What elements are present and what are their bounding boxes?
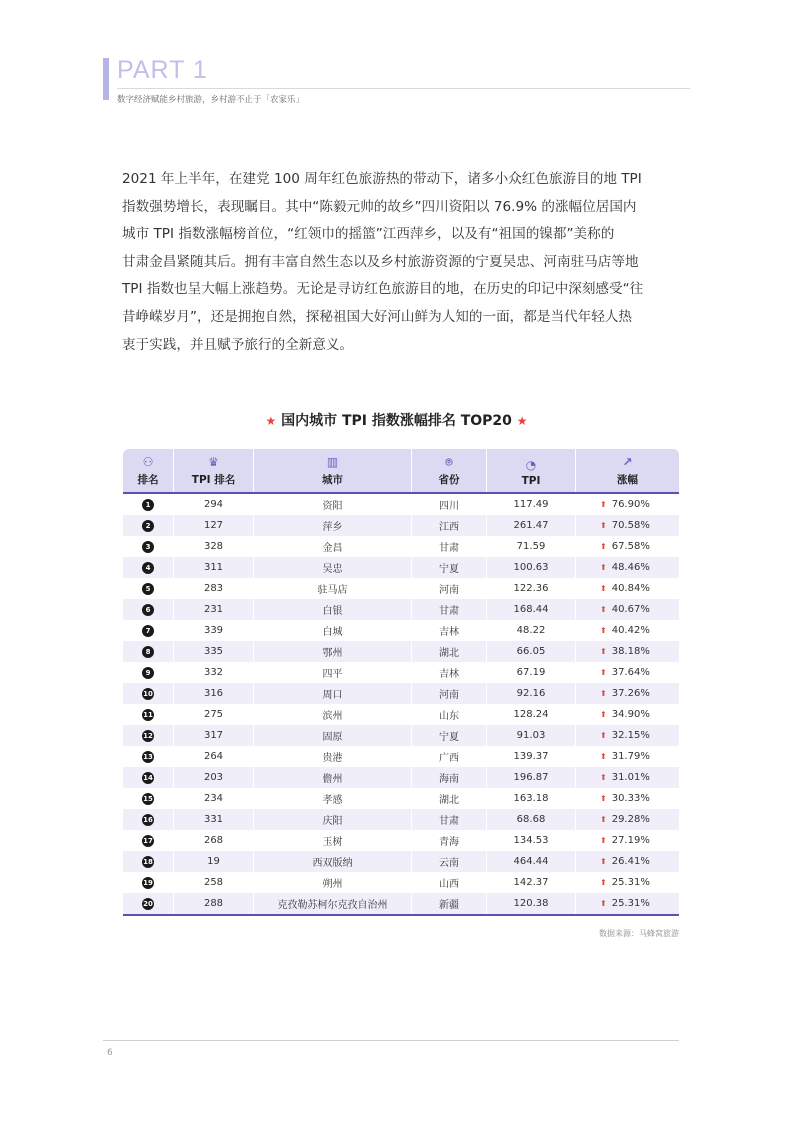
table-row xyxy=(123,725,679,746)
up-arrow-icon: ⬆ xyxy=(600,500,607,509)
table-row xyxy=(123,704,679,725)
table-bottom-border xyxy=(123,914,679,916)
rank-badge: 5 xyxy=(142,583,154,595)
growth-cell xyxy=(576,641,679,662)
rank-badge: 20 xyxy=(143,899,153,908)
province-cell: 新疆 xyxy=(412,893,487,914)
tpi-cell: 128.24 xyxy=(487,704,576,725)
up-arrow-icon: ⬆ xyxy=(600,542,607,551)
growth-value: 31.01% xyxy=(611,772,650,783)
growth-cell xyxy=(576,683,679,704)
up-arrow-icon: ⬆ xyxy=(600,878,607,887)
province-cell: 云南 xyxy=(412,851,487,872)
up-arrow-icon: ⬆ xyxy=(600,857,607,866)
table-row xyxy=(123,767,679,788)
province-cell: 河南 xyxy=(412,683,487,704)
star-icon: ★ xyxy=(516,414,528,428)
paragraph-line: 指数强势增长，表现瞩目。其中“陈毅元帅的故乡”四川资阳以 76.9% 的涨幅位居国内 xyxy=(122,198,637,215)
table-row xyxy=(123,809,679,830)
growth-cell xyxy=(576,725,679,746)
tpi-cell: 91.03 xyxy=(487,725,576,746)
rank-cell xyxy=(123,872,174,893)
rank-badge: 4 xyxy=(142,562,154,574)
ranking-table xyxy=(123,449,679,916)
rank-cell xyxy=(123,662,174,683)
tpi-cell: 142.37 xyxy=(487,872,576,893)
up-arrow-icon: ⬆ xyxy=(600,563,607,572)
city-cell: 朔州 xyxy=(254,872,412,893)
province-cell: 吉林 xyxy=(412,662,487,683)
growth-value: 38.18% xyxy=(611,646,650,657)
growth-cell xyxy=(576,746,679,767)
table-row xyxy=(123,683,679,704)
star-icon: ★ xyxy=(265,414,277,428)
city-cell: 白银 xyxy=(254,599,412,620)
tpi-rank-cell: 331 xyxy=(174,809,254,830)
rank-cell xyxy=(123,557,174,578)
rank-cell xyxy=(123,893,174,914)
growth-value: 30.33% xyxy=(611,793,650,804)
gauge-icon: ◔ xyxy=(525,458,537,472)
province-cell: 山西 xyxy=(412,872,487,893)
province-cell: 河南 xyxy=(412,578,487,599)
growth-cell xyxy=(576,830,679,851)
rank-cell xyxy=(123,578,174,599)
growth-cell xyxy=(576,494,679,515)
rank-cell xyxy=(123,494,174,515)
rank-badge: 3 xyxy=(142,541,154,553)
table-row xyxy=(123,662,679,683)
header-divider xyxy=(117,88,690,89)
city-cell: 鄂州 xyxy=(254,641,412,662)
paragraph-line: 2021 年上半年，在建党 100 周年红色旅游热的带动下，诸多小众红色旅游目的地 TPI xyxy=(122,171,642,187)
rank-badge: 14 xyxy=(143,773,153,782)
growth-value: 67.58% xyxy=(611,541,650,552)
up-arrow-icon: ⬆ xyxy=(600,731,607,740)
growth-value: 40.84% xyxy=(611,583,650,594)
rank-badge: 11 xyxy=(143,710,153,719)
growth-value: 32.15% xyxy=(611,730,650,741)
tpi-cell: 120.38 xyxy=(487,893,576,914)
growth-value: 31.79% xyxy=(611,751,650,762)
growth-value: 48.46% xyxy=(611,562,650,573)
province-cell: 宁夏 xyxy=(412,725,487,746)
tpi-rank-cell: 234 xyxy=(174,788,254,809)
table-row xyxy=(123,578,679,599)
tpi-cell: 66.05 xyxy=(487,641,576,662)
table-row xyxy=(123,893,679,914)
growth-cell xyxy=(576,704,679,725)
up-arrow-icon: ⬆ xyxy=(600,794,607,803)
province-cell: 甘肃 xyxy=(412,599,487,620)
rank-badge: 12 xyxy=(143,731,153,740)
rank-cell xyxy=(123,683,174,704)
province-cell: 四川 xyxy=(412,494,487,515)
city-cell: 吴忠 xyxy=(254,557,412,578)
province-cell: 青海 xyxy=(412,830,487,851)
tpi-rank-cell: 294 xyxy=(174,494,254,515)
tpi-rank-cell: 311 xyxy=(174,557,254,578)
rank-cell xyxy=(123,641,174,662)
rank-cell xyxy=(123,767,174,788)
growth-cell xyxy=(576,788,679,809)
growth-value: 25.31% xyxy=(611,898,650,909)
table-row xyxy=(123,536,679,557)
table-row xyxy=(123,851,679,872)
tpi-cell: 48.22 xyxy=(487,620,576,641)
tpi-cell: 134.53 xyxy=(487,830,576,851)
table-row xyxy=(123,620,679,641)
province-cell: 广西 xyxy=(412,746,487,767)
tpi-rank-cell: 275 xyxy=(174,704,254,725)
tpi-rank-cell: 339 xyxy=(174,620,254,641)
trend-up-icon: ↗ xyxy=(622,455,633,469)
up-arrow-icon: ⬆ xyxy=(600,647,607,656)
up-arrow-icon: ⬆ xyxy=(600,752,607,761)
up-arrow-icon: ⬆ xyxy=(600,836,607,845)
city-cell: 萍乡 xyxy=(254,515,412,536)
column-header-label: 排名 xyxy=(137,474,159,486)
rank-badge: 9 xyxy=(142,667,154,679)
rank-cell xyxy=(123,788,174,809)
body-paragraph xyxy=(122,166,688,359)
up-arrow-icon: ⬆ xyxy=(600,605,607,614)
column-header xyxy=(123,449,174,492)
section-subtitle: 数字经济赋能乡村旅游，乡村游不止于「农家乐」 xyxy=(117,95,305,105)
rank-badge: 8 xyxy=(142,646,154,658)
tpi-cell: 196.87 xyxy=(487,767,576,788)
table-row xyxy=(123,557,679,578)
table-row xyxy=(123,746,679,767)
rank-cell xyxy=(123,704,174,725)
tpi-cell: 464.44 xyxy=(487,851,576,872)
city-cell: 滨州 xyxy=(254,704,412,725)
city-cell: 四平 xyxy=(254,662,412,683)
tpi-cell: 117.49 xyxy=(487,494,576,515)
trophy-icon: ♛ xyxy=(208,455,219,469)
growth-cell xyxy=(576,578,679,599)
province-cell: 湖北 xyxy=(412,788,487,809)
tpi-cell: 163.18 xyxy=(487,788,576,809)
table-row xyxy=(123,494,679,515)
up-arrow-icon: ⬆ xyxy=(600,521,607,530)
city-cell: 资阳 xyxy=(254,494,412,515)
city-cell: 金昌 xyxy=(254,536,412,557)
column-header xyxy=(487,449,576,492)
city-cell: 克孜勒苏柯尔克孜自治州 xyxy=(254,893,412,914)
up-arrow-icon: ⬆ xyxy=(600,899,607,908)
city-cell: 固原 xyxy=(254,725,412,746)
growth-value: 70.58% xyxy=(611,520,650,531)
column-header xyxy=(254,449,412,492)
growth-cell xyxy=(576,536,679,557)
growth-cell xyxy=(576,893,679,914)
column-header xyxy=(412,449,487,492)
column-header-label: TPI xyxy=(521,475,541,487)
growth-value: 27.19% xyxy=(611,835,650,846)
tpi-rank-cell: 231 xyxy=(174,599,254,620)
city-cell: 周口 xyxy=(254,683,412,704)
tpi-cell: 139.37 xyxy=(487,746,576,767)
growth-value: 25.31% xyxy=(611,877,650,888)
province-cell: 吉林 xyxy=(412,620,487,641)
up-arrow-icon: ⬆ xyxy=(600,668,607,677)
rank-badge: 2 xyxy=(142,520,154,532)
up-arrow-icon: ⬆ xyxy=(600,689,607,698)
rank-badge: 1 xyxy=(142,499,154,511)
paragraph-line: 衷于实践，并且赋予旅行的全新意义。 xyxy=(122,336,354,353)
table-row xyxy=(123,830,679,851)
growth-cell xyxy=(576,851,679,872)
rank-badge: 18 xyxy=(143,857,153,866)
tpi-rank-cell: 258 xyxy=(174,872,254,893)
rank-badge: 13 xyxy=(143,752,153,761)
tpi-cell: 92.16 xyxy=(487,683,576,704)
tpi-cell: 67.19 xyxy=(487,662,576,683)
province-cell: 宁夏 xyxy=(412,557,487,578)
province-cell: 甘肃 xyxy=(412,809,487,830)
rank-cell xyxy=(123,620,174,641)
growth-value: 40.42% xyxy=(611,625,650,636)
rank-badge: 10 xyxy=(143,689,153,698)
up-arrow-icon: ⬆ xyxy=(600,626,607,635)
paragraph-line: 昔峥嵘岁月”，还是拥抱自然，探秘祖国大好河山鲜为人知的一面，都是当代年轻人热 xyxy=(122,308,633,325)
column-header-label: TPI 排名 xyxy=(191,474,236,486)
tpi-cell: 71.59 xyxy=(487,536,576,557)
page-number: 6 xyxy=(107,1048,113,1058)
table-row xyxy=(123,515,679,536)
rank-cell xyxy=(123,725,174,746)
growth-value: 26.41% xyxy=(611,856,650,867)
table-title xyxy=(0,410,793,430)
rank-cell xyxy=(123,515,174,536)
column-header xyxy=(576,449,679,492)
growth-cell xyxy=(576,872,679,893)
rank-badge: 7 xyxy=(142,625,154,637)
growth-cell xyxy=(576,599,679,620)
growth-cell xyxy=(576,662,679,683)
tpi-rank-cell: 335 xyxy=(174,641,254,662)
province-cell: 山东 xyxy=(412,704,487,725)
tpi-rank-cell: 283 xyxy=(174,578,254,599)
province-cell: 甘肃 xyxy=(412,536,487,557)
table-title-text: 国内城市 TPI 指数涨幅排名 TOP20 xyxy=(281,413,512,429)
tpi-cell: 261.47 xyxy=(487,515,576,536)
rank-badge: 17 xyxy=(143,836,153,845)
up-arrow-icon: ⬆ xyxy=(600,584,607,593)
table-row xyxy=(123,788,679,809)
data-source: 数据来源：马蜂窝旅游 xyxy=(599,929,679,938)
rank-badge: 16 xyxy=(143,815,153,824)
growth-value: 37.26% xyxy=(611,688,650,699)
growth-cell xyxy=(576,767,679,788)
up-arrow-icon: ⬆ xyxy=(600,710,607,719)
tpi-rank-cell: 203 xyxy=(174,767,254,788)
rank-cell xyxy=(123,599,174,620)
table-row xyxy=(123,641,679,662)
growth-cell xyxy=(576,515,679,536)
growth-cell xyxy=(576,557,679,578)
city-cell: 玉树 xyxy=(254,830,412,851)
growth-cell xyxy=(576,620,679,641)
province-cell: 江西 xyxy=(412,515,487,536)
table-header xyxy=(123,449,679,494)
tpi-rank-cell: 316 xyxy=(174,683,254,704)
city-cell: 庆阳 xyxy=(254,809,412,830)
up-arrow-icon: ⬆ xyxy=(600,815,607,824)
column-header-label: 省份 xyxy=(438,474,460,486)
column-header xyxy=(174,449,254,492)
footer-divider xyxy=(103,1040,679,1041)
city-cell: 儋州 xyxy=(254,767,412,788)
province-cell: 湖北 xyxy=(412,641,487,662)
rank-badge: 15 xyxy=(143,794,153,803)
tpi-cell: 168.44 xyxy=(487,599,576,620)
section-label: PART 1 xyxy=(117,56,208,84)
tpi-rank-cell: 19 xyxy=(174,851,254,872)
tpi-rank-cell: 288 xyxy=(174,893,254,914)
tpi-rank-cell: 264 xyxy=(174,746,254,767)
paragraph-line: 甘肃金昌紧随其后。拥有丰富自然生态以及乡村旅游资源的宁夏吴忠、河南驻马店等地 xyxy=(122,253,639,270)
column-header-label: 城市 xyxy=(322,474,343,486)
people-ranking-icon: ⚇ xyxy=(142,455,154,469)
tpi-rank-cell: 328 xyxy=(174,536,254,557)
city-cell: 西双版纳 xyxy=(254,851,412,872)
rank-cell xyxy=(123,851,174,872)
tpi-rank-cell: 268 xyxy=(174,830,254,851)
city-cell: 孝感 xyxy=(254,788,412,809)
paragraph-line: TPI 指数也呈大幅上涨趋势。无论是寻访红色旅游目的地，在历史的印记中深刻感受“往 xyxy=(122,281,644,298)
paragraph-line: 城市 TPI 指数涨幅榜首位，“红领巾的摇篮”江西萍乡，以及有“祖国的镍都”美称的 xyxy=(122,226,615,243)
building-icon: ▥ xyxy=(326,455,339,469)
growth-value: 34.90% xyxy=(611,709,650,720)
rank-badge: 19 xyxy=(143,878,153,887)
tpi-cell: 68.68 xyxy=(487,809,576,830)
table-row xyxy=(123,872,679,893)
table-body xyxy=(123,494,679,914)
map-pin-icon: ⌾ xyxy=(445,455,453,469)
rank-badge: 6 xyxy=(142,604,154,616)
tpi-rank-cell: 317 xyxy=(174,725,254,746)
growth-value: 76.90% xyxy=(611,499,650,510)
tpi-cell: 100.63 xyxy=(487,557,576,578)
rank-cell xyxy=(123,830,174,851)
city-cell: 白城 xyxy=(254,620,412,641)
header-accent-bar xyxy=(103,58,109,100)
tpi-rank-cell: 127 xyxy=(174,515,254,536)
rank-cell xyxy=(123,809,174,830)
province-cell: 海南 xyxy=(412,767,487,788)
growth-cell xyxy=(576,809,679,830)
up-arrow-icon: ⬆ xyxy=(600,773,607,782)
tpi-cell: 122.36 xyxy=(487,578,576,599)
growth-value: 40.67% xyxy=(611,604,650,615)
column-header-label: 涨幅 xyxy=(617,474,638,486)
city-cell: 贵港 xyxy=(254,746,412,767)
growth-value: 29.28% xyxy=(611,814,650,825)
tpi-rank-cell: 332 xyxy=(174,662,254,683)
rank-cell xyxy=(123,536,174,557)
table-row xyxy=(123,599,679,620)
rank-cell xyxy=(123,746,174,767)
growth-value: 37.64% xyxy=(611,667,650,678)
city-cell: 驻马店 xyxy=(254,578,412,599)
